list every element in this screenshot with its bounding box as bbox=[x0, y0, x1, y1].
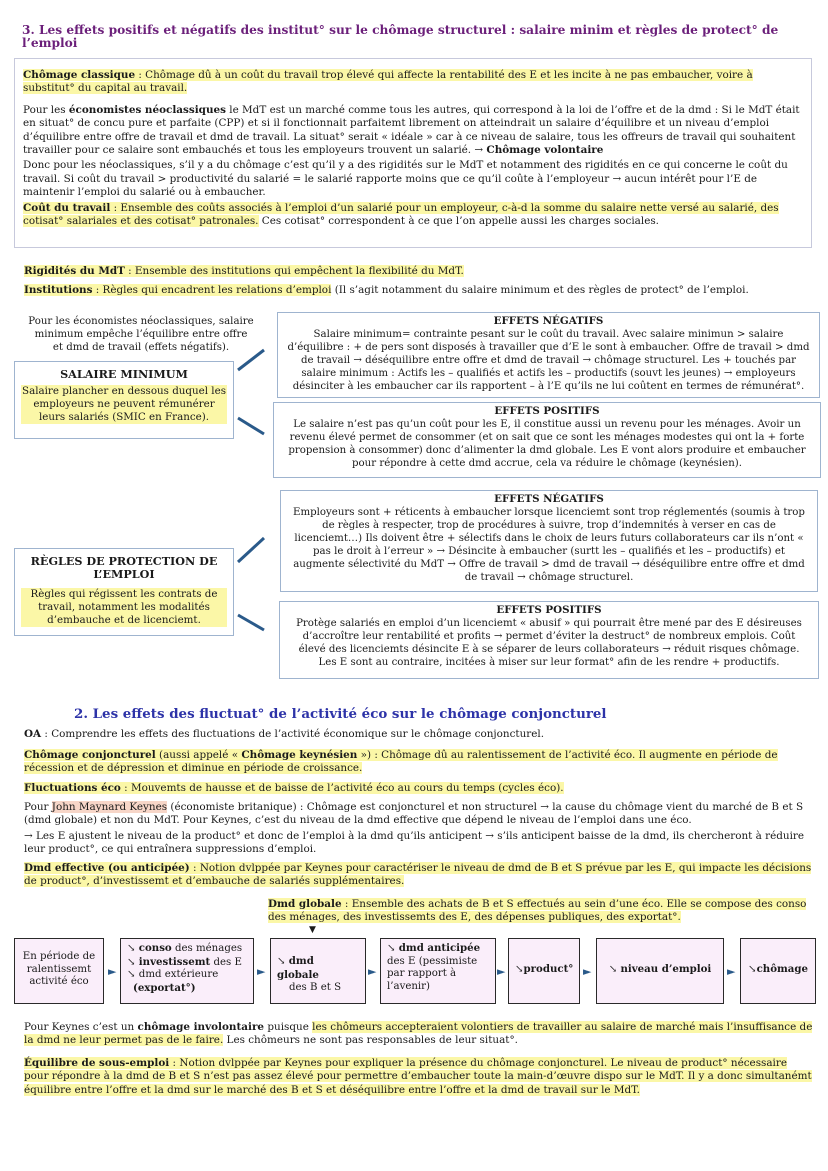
flow-arrow-5: ► bbox=[583, 965, 592, 978]
rpe-definition: Règles qui régissent les contrats de travail, notamment les modalités d’embauche et de licenciemt. bbox=[21, 588, 227, 627]
neoclassique-para-2: Donc pour les néoclassiques, s’il y a du chômage c’est qu’il y a des rigidités sur le MdT et notamment des rigidités en ce qui concerne le coût du travail. Si coût du travail > productivité du salarié = le salarié rapporte moins que ce qu’il coûte à l’employeur → aucun intérêt pour l’E de maintenir l’emploi du salarié ou à embaucher. bbox=[23, 159, 788, 199]
cout-travail-para: Coût du travail : Ensemble des coûts associés à l’emploi d’un salarié pour un employeur, c-à-d la somme du salaire nette versé au salarié, des cotisat° salariales et des cotisat° patronales. Ces cotisat° correspondent à ce que l’on appelle aussi les charges sociales. bbox=[23, 201, 779, 228]
institutions-line: Institutions : Règles qui encadrent les relations d’emploi (Il s’agit notamment du salaire minimum et des règles de protect° de l’emploi. bbox=[24, 284, 749, 296]
dmd-globale-para: Dmd globale : Ensemble des achats de B et S effectués au sein d’une éco. Elle se compose des conso des ménages, des investissemts des E, des dépenses publiques, des exportat°. bbox=[268, 898, 807, 924]
keynes-para-2: → Les E ajustent le niveau de la product° et donc de l’emploi à la dmd qu’ils anticipent → s’ils anticipent baisse de la dmd, ils chercheront à réduire leur product°, ce qui entraînera suppressions d’emploi. bbox=[24, 830, 805, 856]
flow-production: ↘product° bbox=[508, 938, 580, 1004]
smic-title: SALAIRE MINIMUM bbox=[60, 367, 188, 381]
flow-dmd-globale: ↘ dmd globale des B et S bbox=[270, 938, 366, 1004]
flow-arrow-6: ► bbox=[727, 965, 736, 978]
smic-positive-title: EFFETS POSITIFS bbox=[494, 405, 600, 417]
connector-smic-neg bbox=[238, 350, 264, 370]
flow-niveau-emploi: ↘ niveau d’emploi bbox=[596, 938, 724, 1004]
flow-ralentissement: En période de ralentissemt activité éco bbox=[14, 938, 104, 1004]
smic-negative-title: EFFETS NÉGATIFS bbox=[493, 315, 604, 327]
flow-arrow-3: ► bbox=[368, 965, 377, 978]
connector-smic-pos bbox=[238, 418, 264, 434]
fluctuations-line: Fluctuations éco : Mouvemts de hausse et de baisse de l’activité éco au cours du temps (cycles éco). bbox=[24, 782, 564, 794]
dmd-effective-para: Dmd effective (ou anticipée) : Notion dvlppée par Keynes pour caractériser le niveau de dmd de B et S prévue par les E, qui impacte les décisions de product°, d’investissemt et d’embauche de salariés supplémentaires. bbox=[24, 862, 812, 888]
flow-arrow-1: ► bbox=[108, 965, 117, 978]
conjoncturel-para: Chômage conjoncturel (aussi appelé « Chômage keynésien ») : Chômage dû au ralentissement de l’activité éco. Il augmente en période de récession et de dépression et diminue en période de croissance. bbox=[24, 749, 778, 775]
equilibre-para: Équilibre de sous-emploi : Notion dvlppée par Keynes pour expliquer la présence du chômage conjoncturel. Le niveau de product° nécessaire pour répondre à la dmd de B et S n’est pas assez élevé pour permettre d’embaucher toute la main-d’œuvre dispo sur le MdT. Il y a donc simultanémt équilibre entre l’offre et la dmd sur le marché des B et S et déséquilibre entre l’offre et la dmd de travail sur le MdT. bbox=[24, 1057, 812, 1096]
connector-rpe-neg bbox=[238, 538, 264, 562]
smic-definition: Salaire plancher en dessous duquel les employeurs ne peuvent rémunérer leurs salariés (SMIC en France). bbox=[22, 385, 226, 424]
keynes-name: John Maynard Keynes bbox=[51, 801, 168, 813]
smic-positive-text: Le salaire n’est pas qu’un coût pour les E, il constitue aussi un revenu pour les ménages. Avoir un revenu élevé permet de consommer (et on sait que ce sont les ménages modestes qui ont la + forte propension à consommer) donc d’alimenter la dmd globale. Les E vont alors produire et embaucher pour répondre à cette dmd accrue, cela va réduire le chômage (keynésien). bbox=[288, 419, 806, 469]
rigidites-line: Rigidités du MdT : Ensemble des institutions qui empêchent la flexibilité du MdT. bbox=[24, 265, 464, 277]
keynes-para: Pour John Maynard Keynes (économiste britanique) : Chômage est conjoncturel et non structurel → la cause du chômage vient du marché de B et S (dmd globale) et non du MdT. Pour Keynes, c’est du niveau de la dmd effective que dépend le niveau de l’emploi dans une éco. bbox=[24, 801, 804, 827]
flow-chomage: ↘chômage bbox=[740, 938, 816, 1004]
smic-negative-text: Salaire minimum= contrainte pesant sur le coût du travail. Avec salaire minimun > salaire d’équilibre : + de pers sont disposés à travailler que d’E le sont à embaucher. Offre de travail > dmd de travail → déséquilibre entre offre et dmd de travail → chômage structurel. Les + touchés par salaire minimum : Actifs les – qualifiés et actifs les – productifs (souvt les jeunes) → employeurs désinciter à les embaucher car ils rapportent – à l’E qu’ils ne lui coûtent en termes de rémunérat°. bbox=[287, 329, 810, 392]
smic-intro: Pour les économistes néoclassiques, salaire minimum empêche l’équilibre entre offre et dmd de travail (effets négatifs). bbox=[28, 316, 254, 353]
section2-title: 2. Les effets des fluctuat° de l’activité éco sur le chômage conjoncturel bbox=[74, 706, 607, 722]
rpe-positive-title: EFFETS POSITIFS bbox=[496, 604, 602, 616]
down-marker: ▼ bbox=[309, 925, 316, 935]
oa-line: OA : Comprendre les effets des fluctuations de l’activité économique sur le chômage conjoncturel. bbox=[24, 728, 545, 740]
rpe-title: RÈGLES DE PROTECTION DE L’EMPLOI bbox=[30, 554, 218, 582]
neoclassique-para: Pour les économistes néoclassiques le MdT est un marché comme tous les autres, qui correspond à la loi de l’offre et de la dmd : Si le MdT était en situat° de concu pure et parfaite (CPP) et si il fonctionnait parfaitemt librement on atteindrait un salaire d’équilibre et un niveau d’emploi d’équilibre entre offre de travail et dmd de travail. La situat° serait « idéale » car à ce niveau de salaire, tous les offreurs de travail qui souhaitent travailler pour ce salaire sont embauchés et tous les employeurs trouvent un salarié. → Chômage volontaire bbox=[23, 103, 800, 157]
flow-arrow-4: ► bbox=[497, 965, 506, 978]
section3-title: 3. Les effets positifs et négatifs des institut° sur le chômage structurel : salaire minim et règles de protect° de l’emploi bbox=[22, 23, 779, 51]
flow-composantes: ↘ conso des ménages ↘ investissemt des E ↘ dmd extérieure (exportat°) bbox=[120, 938, 254, 1004]
chomage-classique-para: Chômage classique : Chômage dû à un coût du travail trop élevé qui affecte la rentabilité des E et les incite à ne pas embaucher, voire à substitut° du capital au travail. bbox=[23, 69, 753, 95]
flow-arrow-2: ► bbox=[257, 965, 266, 978]
rpe-positive-text: Protège salariés en emploi d’un licenciemt « abusif » qui pourrait être mené par des E désireuses d’accroître leur rentabilité et profits → permet d’éviter la destruct° de nombreux emplois. Coût élevé des licenciemts désincite E à se séparer de leurs collaborateurs → réduit risques chômage. Les E sont au contraire, incitées à miser sur leur format° afin de les rendre + productifs. bbox=[296, 618, 802, 668]
connector-rpe-pos bbox=[238, 615, 264, 630]
involontaire-para: Pour Keynes c’est un chômage involontaire puisque les chômeurs accepteraient volontiers de travailler au salaire de marché mais l’insuffisance de la dmd ne leur permet pas de le faire. Les chômeurs ne sont pas responsables de leur situat°. bbox=[24, 1021, 813, 1047]
flow-dmd-anticipee: ↘ dmd anticipée des E (pessimiste par rapport à l’avenir) bbox=[380, 938, 496, 1004]
rpe-negative-title: EFFETS NÉGATIFS bbox=[494, 493, 604, 505]
rpe-negative-text: Employeurs sont + réticents à embaucher lorsque licenciemt sont trop réglementés (soumis à trop de règles à respecter, trop de procédures à suivre, trop d’indemnités à verser en cas de licenciemt…) Ils doivent être + sélectifs dans le choix de leurs futurs collaborateurs car ils n’ont « pas le droit à l’erreur » → Désincite à embaucher (surtt les – qualifiés et les – productifs) et augmente sélectivité du MdT → Offre de travail > dmd de travail → déséquilibre entre offre et dmd de travail → chômage structurel. bbox=[293, 507, 805, 583]
